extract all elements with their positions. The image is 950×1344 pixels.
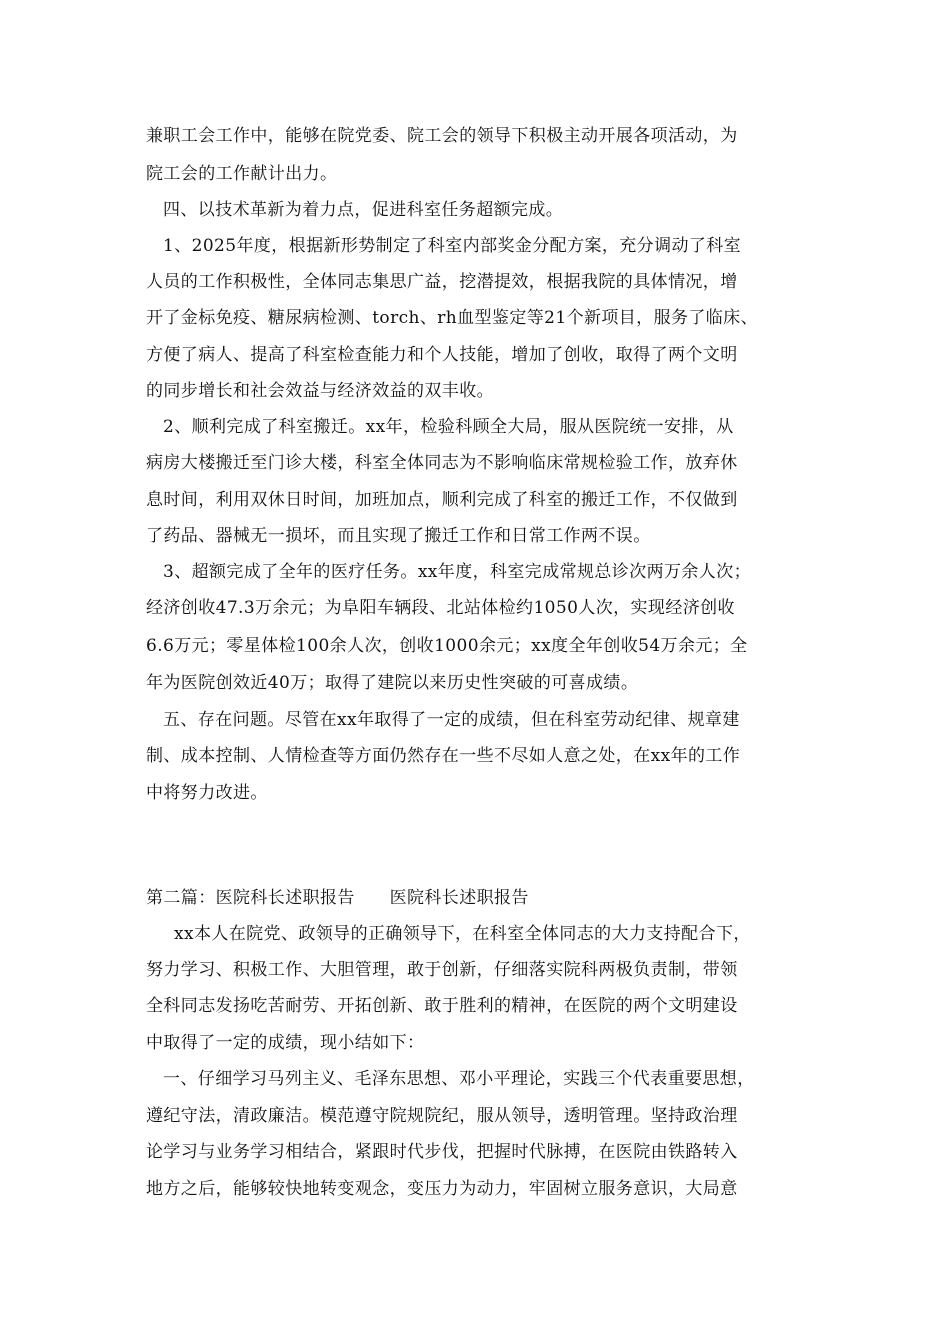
paragraph-line: 制、成本控制、人情检查等方面仍然存在一些不尽如人意之处，在xx年的工作: [146, 746, 741, 766]
list-item-2: 2、顺利完成了科室搬迁。xx年，检验科顾全大局，服从医院统一安排，从: [163, 417, 734, 437]
section-heading-one: 一、仔细学习马列主义、毛泽东思想、邓小平理论，实践三个代表重要思想，: [163, 1069, 755, 1089]
paragraph-line: 人员的工作积极性，全体同志集思广益，挖潜提效，根据我院的具体情况，增: [146, 272, 738, 292]
paragraph-line: 论学习与业务学习相结合，紧跟时代步伐，把握时代脉搏，在医院由铁路转入: [146, 1142, 738, 1162]
paragraph-line: 遵纪守法，清政廉洁。模范遵守院规院纪，服从领导，透明管理。坚持政治理: [146, 1106, 738, 1126]
paragraph-line: 6.6万元；零星体检100余人次，创收1000余元；xx度全年创收54万余元；全: [146, 636, 748, 656]
paragraph-line: 病房大楼搬迁至门诊大楼，科室全体同志为不影响临床常规检验工作，放弃休: [146, 453, 738, 473]
list-item-3: 3、超额完成了全年的医疗任务。xx年度，科室完成常规总诊次两万余人次；: [163, 562, 751, 582]
paragraph-line: 努力学习、积极工作、大胆管理，敢于创新，仔细落实院科两极负责制，带领: [146, 960, 738, 980]
section-heading-four: 四、以技术革新为着力点，促进科室任务超额完成。: [163, 200, 564, 220]
paragraph-line: 中取得了一定的成绩，现小结如下：: [146, 1033, 425, 1053]
paragraph-line: 年为医院创效近40万；取得了建院以来历史性突破的可喜成绩。: [146, 673, 639, 693]
paragraph-line: 全科同志发扬吃苦耐劳、开拓创新、敢于胜利的精神，在医院的两个文明建设: [146, 996, 738, 1016]
paragraph-line: 开了金标免疫、糖尿病检测、torch、rh血型鉴定等21个新项目，服务了临床、: [146, 308, 758, 328]
paragraph-line: 中将努力改进。: [146, 783, 268, 803]
section-heading-five: 五、存在问题。尽管在xx年取得了一定的成绩，但在科室劳动纪律、规章建: [163, 710, 740, 730]
paragraph-line: 的同步增长和社会效益与经济效益的双丰收。: [146, 381, 494, 401]
intro-paragraph: xx本人在院党、政领导的正确领导下，在科室全体同志的大力支持配合下，: [174, 924, 751, 944]
chapter-title: 第二篇：医院科长述职报告 医院科长述职报告: [146, 888, 529, 908]
paragraph-line: 方便了病人、提高了科室检查能力和个人技能，增加了创收，取得了两个文明: [146, 345, 738, 365]
paragraph-line: 息时间，利用双休日时间，加班加点，顺利完成了科室的搬迁工作，不仅做到: [146, 490, 738, 510]
paragraph-line: 兼职工会工作中，能够在院党委、院工会的领导下积极主动开展各项活动，为: [146, 126, 738, 146]
paragraph-line: 院工会的工作献计出力。: [146, 164, 338, 184]
paragraph-line: 了药品、器械无一损坏，而且实现了搬迁工作和日常工作两不误。: [146, 526, 651, 546]
paragraph-line: 地方之后，能够较快地转变观念，变压力为动力，牢固树立服务意识，大局意: [146, 1179, 738, 1199]
list-item-1: 1、2025年度，根据新形势制定了科室内部奖金分配方案，充分调动了科室: [163, 236, 742, 256]
paragraph-line: 经济创收47.3万余元；为阜阳车辆段、北站体检约1050人次，实现经济创收: [146, 598, 735, 618]
